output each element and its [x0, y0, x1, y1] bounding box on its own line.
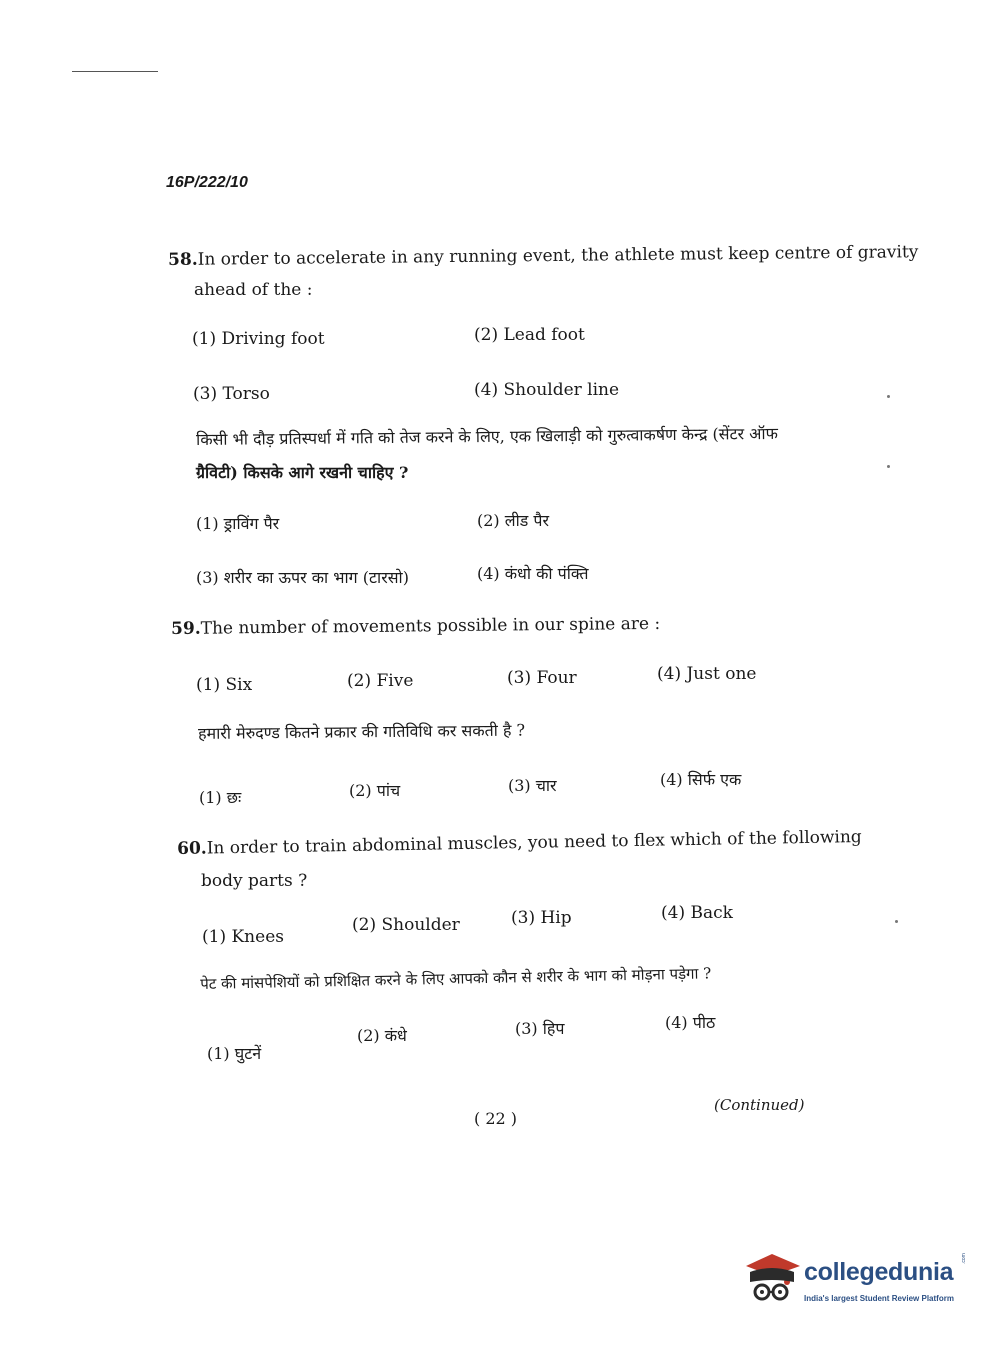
question-59-hindi-line1: हमारी मेरुदण्ड कितने प्रकार की गतिविधि कर सकती है ?	[198, 720, 526, 743]
q59-option-2: (2) Five	[347, 671, 414, 691]
question-59-text	[171, 614, 660, 639]
q60-option-3: (3) Hip	[511, 908, 572, 928]
paper-code: 16P/222/10	[166, 174, 248, 191]
q58-option-3: (3) Torso	[193, 384, 270, 404]
q59-option-4: (4) Just one	[657, 664, 757, 684]
q58-option-2: (2) Lead foot	[474, 325, 585, 345]
q58-hindi-option-2: (2) लीड पैर	[477, 511, 550, 530]
q60-hindi-option-3: (3) हिप	[515, 1019, 565, 1038]
brand-name: collegedunia	[804, 1258, 954, 1286]
q60-hindi-option-1: (1) घुटनें	[207, 1044, 262, 1063]
q58-option-1: (1) Driving foot	[192, 329, 325, 349]
question-60-hindi-line1: पेट की मांसपेशियों को प्रशिक्षित करने के लिए आपको कौन से शरीर के भाग को मोड़ना पड़ेगा ?	[200, 964, 712, 993]
q60-hindi-option-4: (4) पीठ	[665, 1013, 716, 1032]
brand-tagline: India's largest Student Review Platform	[804, 1294, 954, 1303]
question-number: 60.	[177, 838, 207, 859]
question-number: 58.	[168, 249, 198, 270]
question-58-text	[168, 242, 918, 270]
q58-hindi-option-3: (3) शरीर का ऊपर का भाग (टारसो)	[196, 568, 409, 587]
q60-option-1: (1) Knees	[202, 927, 284, 947]
q59-option-1: (1) Six	[196, 675, 253, 695]
q59-hindi-option-1: (1) छः	[199, 788, 242, 807]
brand-tld: .com	[961, 1253, 967, 1264]
q59-hindi-option-2: (2) पांच	[349, 781, 401, 800]
question-line: In order to accelerate in any running event, the athlete must keep centre of gravity	[197, 242, 919, 270]
mascot-icon	[742, 1252, 802, 1312]
q58-hindi-option-1: (1) ड्राविंग पैर	[196, 514, 280, 533]
question-number: 59.	[171, 618, 201, 639]
question-60-text	[177, 827, 862, 859]
q58-hindi-option-4: (4) कंधो की पंक्ति	[477, 564, 589, 583]
q60-hindi-option-2: (2) कंधे	[357, 1026, 407, 1045]
scan-speck	[895, 920, 898, 923]
question-line: The number of movements possible in our spine are :	[200, 613, 661, 639]
page-number: ( 22 )	[474, 1109, 518, 1128]
q59-hindi-option-4: (4) सिर्फ एक	[660, 770, 742, 789]
q59-option-3: (3) Four	[507, 668, 577, 688]
top-rule	[72, 71, 158, 72]
question-line: In order to train abdominal muscles, you need to flex which of the following	[206, 827, 862, 859]
q60-option-4: (4) Back	[661, 903, 733, 923]
scan-speck	[887, 465, 890, 468]
q58-option-4: (4) Shoulder line	[474, 380, 620, 400]
q59-hindi-option-3: (3) चार	[508, 776, 557, 795]
question-58-hindi-line2: ग्रैविटी) किसके आगे रखनी चाहिए ?	[196, 463, 409, 482]
question-58-hindi-line1: किसी भी दौड़ प्रतिस्पर्धा में गति को तेज करने के लिए, एक खिलाड़ी को गुरुत्वाकर्षण केन्द्र (सेंटर ऑफ	[196, 423, 779, 449]
continued-label: (Continued)	[714, 1096, 805, 1114]
question-58-text-line2: ahead of the :	[194, 280, 313, 300]
q60-option-2: (2) Shoulder	[352, 915, 460, 935]
question-60-text-line2: body parts ?	[201, 871, 308, 891]
scan-speck	[887, 395, 890, 398]
collegedunia-watermark	[742, 1252, 972, 1312]
